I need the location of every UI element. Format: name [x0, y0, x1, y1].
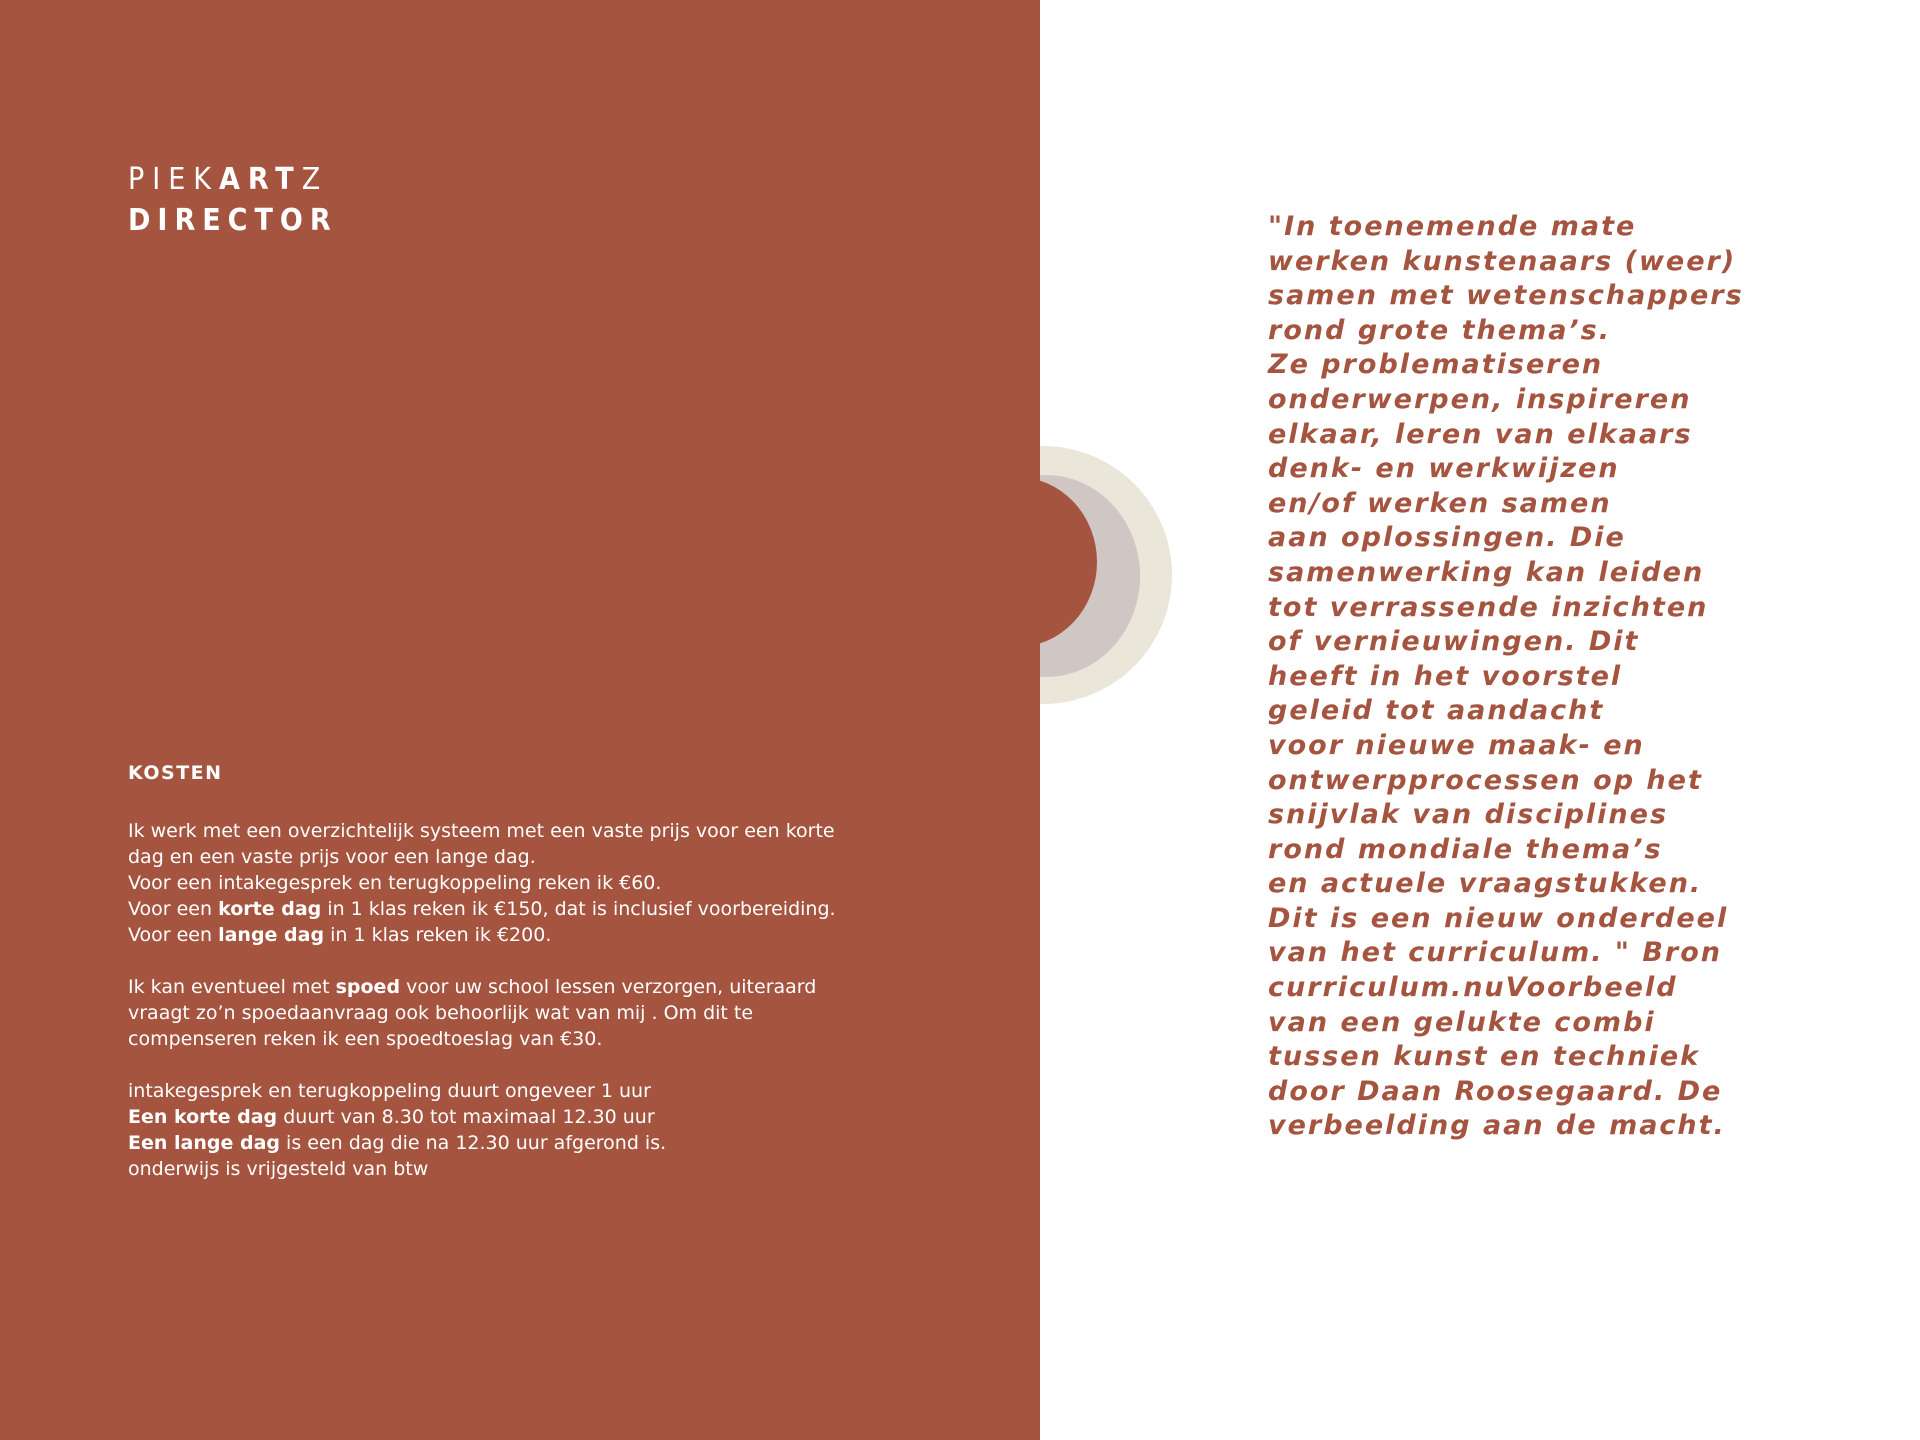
brand-name: [128, 160, 338, 200]
quote-line: tussen kunst en techniek: [1268, 1041, 1701, 1073]
quote-line: heeft in het voorstel: [1268, 660, 1623, 692]
quote-line: rond mondiale thema’s: [1268, 833, 1663, 865]
quote-line: door Daan Roosegaard. De: [1268, 1075, 1723, 1107]
quote-line: van het curriculum. " Bron: [1268, 937, 1723, 969]
text-segment: voor uw school lessen verzorgen, uiteraard: [400, 976, 817, 998]
quote-line: Dit is een nieuw onderdeel: [1268, 902, 1729, 934]
text-line: onderwijs is vrijgesteld van btw: [128, 1158, 429, 1180]
quote-line: en/of werken samen: [1268, 487, 1612, 519]
pricing-paragraph: [128, 818, 948, 948]
kosten-section: [128, 760, 948, 1208]
quote-line: rond grote thema’s.: [1268, 314, 1612, 346]
text-line: [128, 974, 948, 1000]
quote-line: werken kunstenaars (weer): [1268, 245, 1737, 277]
quote-line: voor nieuwe maak- en: [1268, 729, 1645, 761]
kosten-heading: KOSTEN: [128, 762, 223, 784]
brand-subtitle: DIRECTOR: [128, 203, 338, 238]
quote-block: [1268, 210, 1888, 1144]
quote-line: denk- en werkwijzen: [1268, 453, 1620, 485]
text-line: Ik werk met een overzichtelijk systeem met een vaste prijs voor een korte: [128, 820, 835, 842]
een-lange-dag-emphasis: Een lange dag: [128, 1132, 280, 1154]
quote-line: verbeelding aan de macht.: [1268, 1110, 1726, 1142]
quote-line: tot verrassende inzichten: [1268, 591, 1709, 623]
text-line: [128, 1130, 948, 1156]
quote-line: geleid tot aandacht: [1268, 695, 1605, 727]
spoed-emphasis: spoed: [335, 976, 401, 998]
text-line: vraagt zo’n spoedaanvraag ook behoorlijk wat van mij . Om dit te: [128, 1002, 754, 1024]
quote-line: curriculum.nuVoorbeeld: [1268, 972, 1678, 1004]
text-segment: is een dag die na 12.30 uur afgerond is.: [280, 1132, 667, 1154]
brand-z: Z: [301, 162, 329, 197]
korte-dag-emphasis: korte dag: [218, 898, 322, 920]
text-line: [128, 896, 948, 922]
spoed-paragraph: [128, 974, 948, 1052]
lange-dag-emphasis: lange dag: [218, 924, 325, 946]
duration-paragraph: [128, 1078, 948, 1182]
text-line: Voor een intakegesprek en terugkoppeling reken ik €60.: [128, 872, 662, 894]
text-line: [128, 1104, 948, 1130]
quote-line: samenwerking kan leiden: [1268, 556, 1705, 588]
text-segment: in 1 klas reken ik €150, dat is inclusief voorbereiding.: [321, 898, 836, 920]
text-segment: Ik kan eventueel met: [128, 976, 336, 998]
brand-art: ART: [218, 162, 302, 197]
text-line: intakegesprek en terugkoppeling duurt ongeveer 1 uur: [128, 1080, 651, 1102]
quote-line: en actuele vraagstukken.: [1268, 868, 1703, 900]
quote-line: "In toenemende mate: [1268, 211, 1637, 242]
quote-line: van een gelukte combi: [1268, 1006, 1656, 1038]
quote-line: aan oplossingen. Die: [1268, 522, 1626, 554]
quote-line: snijvlak van disciplines: [1268, 799, 1669, 831]
brand-piek: PIEK: [128, 162, 219, 197]
text-line: compenseren reken ik een spoedtoeslag van €30.: [128, 1028, 603, 1050]
brand-logo: [128, 160, 338, 242]
text-segment: in 1 klas reken ik €200.: [324, 924, 552, 946]
een-korte-dag-emphasis: Een korte dag: [128, 1106, 278, 1128]
text-segment: Voor een: [128, 924, 219, 946]
quote-line: ontwerpprocessen op het: [1268, 764, 1703, 796]
text-line: [128, 922, 948, 948]
quote-line: Ze problematiseren: [1268, 349, 1604, 381]
quote-line: of vernieuwingen. Dit: [1268, 626, 1640, 658]
decorative-circle-inner: [937, 477, 1097, 647]
quote-line: onderwerpen, inspireren: [1268, 383, 1692, 415]
text-segment: Voor een: [128, 898, 219, 920]
text-segment: duurt van 8.30 tot maximaal 12.30 uur: [277, 1106, 655, 1128]
text-line: dag en een vaste prijs voor een lange dag.: [128, 846, 536, 868]
quote-line: elkaar, leren van elkaars: [1268, 418, 1693, 450]
quote-line: samen met wetenschappers: [1268, 280, 1744, 312]
